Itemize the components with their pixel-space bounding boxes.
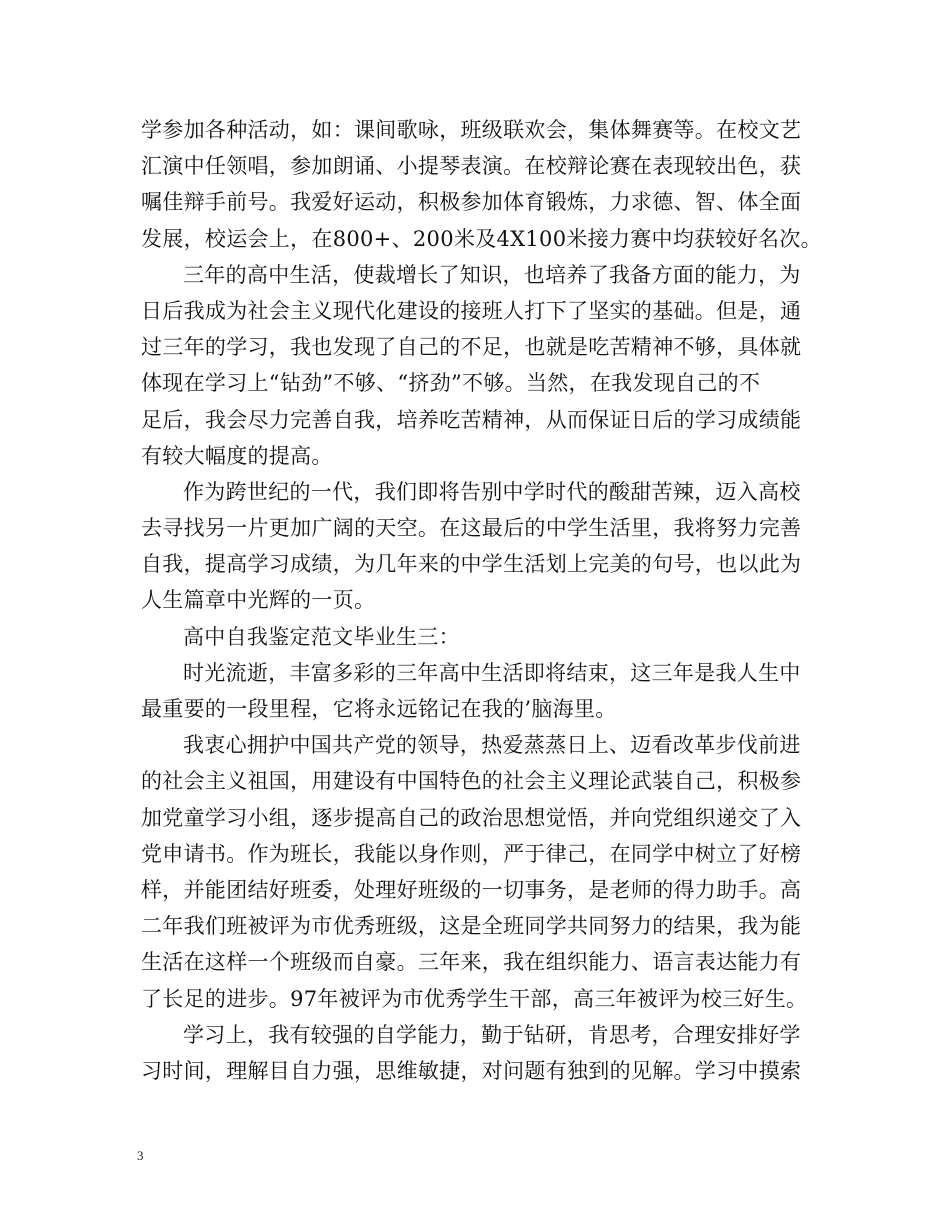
text-line: 三年的高中生活，使裁增长了知识，也培养了我备方面的能力，为 bbox=[183, 262, 801, 287]
text-line: 党申请书。作为班长，我能以身作则，严于律己，在同学中树立了好榜 bbox=[141, 841, 802, 866]
text-line: 学参加各种活动，如：课间歌咏，班级联欢会，集体舞赛等。在校文艺 bbox=[141, 118, 802, 142]
text-line: 习时间，理解目自力强，思维敏捷，对问题有独到的见解。学习中摸索 bbox=[141, 1058, 802, 1083]
text-line: 了长足的进步。97年被评为市优秀学生干部，高三年被评为校三好生。 bbox=[141, 986, 808, 1011]
text-line: 日后我成为社会主义现代化建设的接班人打下了坚实的基础。但是，通 bbox=[141, 298, 802, 323]
document-body bbox=[141, 112, 821, 1089]
text-line: 二年我们班被评为市优秀班级，这是全班同学共同努力的结果，我为能 bbox=[141, 914, 802, 939]
text-line: 加党童学习小组，逐步提高自己的政治思想觉悟，并向党组织递交了入 bbox=[141, 805, 802, 830]
text-line: 高中自我鉴定范文毕业生三： bbox=[183, 624, 460, 649]
text-line: 时光流逝，丰富多彩的三年高中生活即将结束，这三年是我人生中 bbox=[183, 660, 801, 685]
text-line: 自我，提高学习成绩，为几年来的中学生活划上完美的句号，也以此为 bbox=[141, 552, 802, 577]
page-number: 3 bbox=[137, 1148, 144, 1163]
text-line: 最重要的一段里程，它将永远铭记在我的’脑海里。 bbox=[141, 697, 617, 721]
text-line: 作为跨世纪的一代，我们即将告别中学时代的酸甜苦辣，迈入高校 bbox=[183, 479, 801, 504]
text-line: 汇演中任领唱，参加朗诵、小提琴表演。在校辩论赛在表现较出色，获 bbox=[141, 154, 802, 179]
text-line: 有较大幅度的提高。 bbox=[141, 443, 333, 468]
text-line: 嘱佳辩手前号。我爱好运动，积极参加体育锻炼，力求德、智、体全面 bbox=[141, 190, 802, 215]
text-line: 发展，校运会上，在800+、200米及4X100米接力赛中均获较好名次。 bbox=[141, 226, 822, 251]
text-line: 的社会主义祖国，用建设有中国特色的社会主义理论武装自己，积极参 bbox=[141, 769, 802, 794]
text-line: 去寻找另一片更加广阔的天空。在这最后的中学生活里，我将努力完善 bbox=[141, 516, 802, 541]
text-line: 学习上，我有较强的自学能力，勤于钻研，肯思考，合理安排好学 bbox=[183, 1022, 801, 1047]
text-line: 生活在这样一个班级而自豪。三年来，我在组织能力、语言表达能力有 bbox=[141, 950, 802, 975]
text-line: 过三年的学习，我也发现了自己的不足，也就是吃苦精神不够，具体就 bbox=[141, 335, 802, 360]
text-line: 人生篇章中光辉的一页。 bbox=[141, 588, 376, 613]
text-line: 足后，我会尽力完善自我，培养吃苦精神，从而保证日后的学习成绩能 bbox=[141, 407, 802, 432]
text-line: 我衷心拥护中国共产党的领导，热爱蒸蒸日上、迈看改革步伐前进 bbox=[183, 733, 801, 758]
text-line: 样，并能团结好班委，处理好班级的一切事务，是老师的得力助手。高 bbox=[141, 877, 802, 902]
text-line: 体现在学习上“钻劲”不够、“挤劲”不够。当然，在我发现自己的不 bbox=[141, 371, 761, 396]
